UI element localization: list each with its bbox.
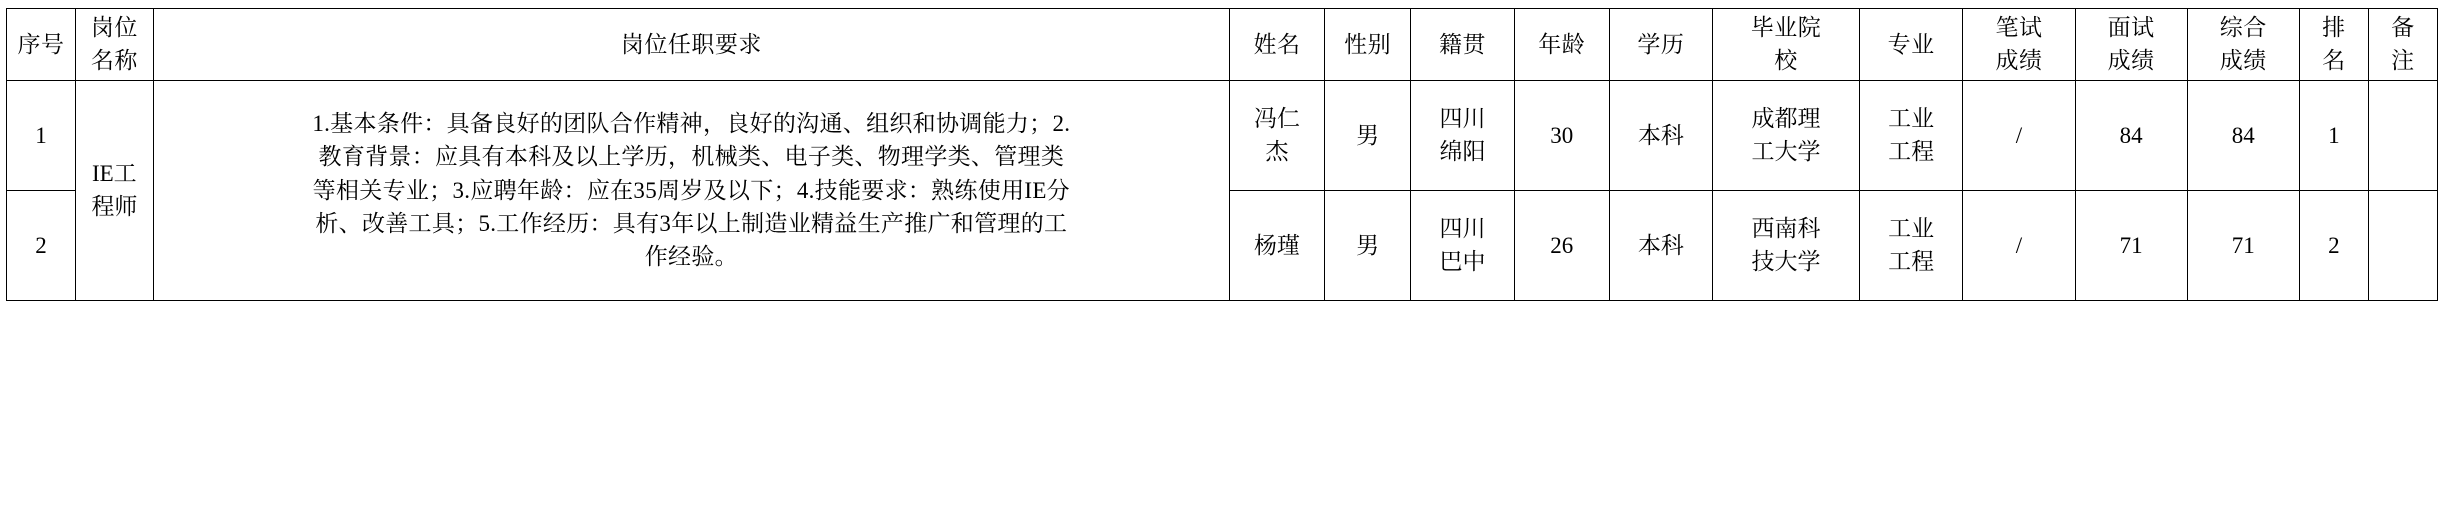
header-remark-line1: 备 [2391, 15, 2415, 40]
cell-education-value: 本科 [1637, 232, 1684, 258]
cell-school-line2: 技大学 [1751, 249, 1821, 275]
header-written-line2: 成绩 [1995, 48, 2043, 74]
cell-education [1609, 190, 1713, 300]
cell-written-score [1963, 190, 2075, 300]
header-seq [7, 9, 76, 81]
table-header-row [7, 9, 2438, 81]
header-gender [1324, 9, 1410, 81]
cell-name-line1: 冯仁 [1253, 105, 1300, 131]
cell-rank [2299, 190, 2368, 300]
cell-written-score [1963, 80, 2075, 190]
header-written-score [1963, 9, 2075, 81]
cell-interview-score [2075, 80, 2187, 190]
cell-overall-value: 84 [2231, 122, 2255, 148]
header-requirements-label: 岗位任职要求 [620, 31, 762, 57]
cell-seq [7, 190, 76, 300]
cell-name [1230, 80, 1325, 190]
cell-native-place-line1: 四川 [1439, 215, 1486, 241]
requirements-line-5: 作经验。 [644, 244, 738, 270]
cell-education-value: 本科 [1637, 122, 1684, 148]
cell-education [1609, 80, 1713, 190]
header-remark-line2: 注 [2391, 48, 2415, 74]
cell-major [1859, 190, 1963, 300]
cell-rank-value: 2 [2328, 232, 2340, 258]
cell-native-place-line2: 绵阳 [1439, 139, 1486, 165]
cell-school-line1: 成都理 [1751, 105, 1821, 131]
cell-native-place [1411, 190, 1515, 300]
cell-rank [2299, 80, 2368, 190]
header-major [1859, 9, 1963, 81]
cell-school-line2: 工大学 [1751, 139, 1821, 165]
header-gender-label: 性别 [1344, 31, 1392, 57]
cell-post-name-line2: 程师 [91, 194, 138, 220]
header-interview-score [2075, 9, 2187, 81]
cell-interview-value: 71 [2119, 232, 2143, 258]
header-rank-line2: 名 [2322, 48, 2346, 74]
header-name-label: 姓名 [1253, 31, 1301, 57]
cell-overall-value: 71 [2231, 232, 2255, 258]
cell-school [1713, 80, 1860, 190]
cell-major-line1: 工业 [1888, 105, 1935, 131]
cell-seq [7, 80, 76, 190]
header-school-line2: 校 [1774, 48, 1798, 74]
cell-interview-value: 84 [2119, 122, 2143, 148]
cell-major-line2: 工程 [1888, 249, 1935, 275]
header-overall-score [2187, 9, 2299, 81]
header-major-label: 专业 [1887, 31, 1935, 57]
header-seq-label: 序号 [17, 31, 65, 57]
cell-overall-score [2187, 80, 2299, 190]
cell-gender-value: 男 [1356, 122, 1380, 148]
cell-written-value: / [2015, 232, 2023, 258]
header-post-name [76, 9, 154, 81]
cell-seq-value: 2 [35, 232, 47, 258]
cell-age [1514, 80, 1609, 190]
table-row [7, 80, 2438, 190]
cell-post-name [76, 80, 154, 300]
cell-school-line1: 西南科 [1751, 215, 1821, 241]
header-school-line1: 毕业院 [1750, 15, 1822, 40]
cell-major-line2: 工程 [1888, 139, 1935, 165]
header-overall-line1: 综合 [2219, 15, 2267, 40]
header-education-label: 学历 [1637, 31, 1685, 57]
cell-overall-score [2187, 190, 2299, 300]
cell-seq-value: 1 [35, 122, 47, 148]
header-school [1713, 9, 1860, 81]
document-page [0, 8, 2446, 527]
cell-native-place [1411, 80, 1515, 190]
cell-major-line1: 工业 [1888, 215, 1935, 241]
cell-age [1514, 190, 1609, 300]
cell-remark [2368, 80, 2437, 190]
header-remark [2368, 9, 2437, 81]
cell-interview-score [2075, 190, 2187, 300]
header-rank [2299, 9, 2368, 81]
header-education [1609, 9, 1713, 81]
cell-post-name-line1: IE工 [91, 160, 137, 186]
cell-gender [1324, 80, 1410, 190]
header-interview-line1: 面试 [2107, 15, 2155, 40]
requirements-line-3: 等相关专业；3.应聘年龄：应在35周岁及以下；4.技能要求：熟练使用IE分 [312, 177, 1070, 203]
cell-age-value: 30 [1550, 122, 1574, 148]
candidate-results-table [6, 8, 2438, 301]
requirements-line-4: 析、改善工具；5.工作经历：具有3年以上制造业精益生产推广和管理的工 [315, 210, 1068, 236]
cell-age-value: 26 [1550, 232, 1574, 258]
header-post-name-line1: 岗位 [90, 15, 138, 40]
header-age [1514, 9, 1609, 81]
cell-name [1230, 190, 1325, 300]
cell-remark [2368, 190, 2437, 300]
requirements-line-1: 1.基本条件：具备良好的团队合作精神，良好的沟通、组织和协调能力；2. [312, 110, 1071, 136]
header-rank-line1: 排 [2322, 15, 2346, 40]
header-overall-line2: 成绩 [2219, 48, 2267, 74]
header-name [1230, 9, 1325, 81]
header-interview-line2: 成绩 [2107, 48, 2155, 74]
header-age-label: 年龄 [1538, 31, 1586, 57]
header-native-place-label: 籍贯 [1438, 31, 1486, 57]
cell-gender [1324, 190, 1410, 300]
header-requirements [153, 9, 1229, 81]
cell-name-line2: 杰 [1265, 139, 1289, 165]
requirements-line-2: 教育背景：应具有本科及以上学历，机械类、电子类、物理学类、管理类 [318, 144, 1065, 170]
cell-school [1713, 190, 1860, 300]
header-post-name-line2: 名称 [90, 48, 138, 74]
cell-written-value: / [2015, 122, 2023, 148]
cell-major [1859, 80, 1963, 190]
cell-native-place-line2: 巴中 [1439, 249, 1486, 275]
cell-gender-value: 男 [1356, 232, 1380, 258]
cell-native-place-line1: 四川 [1439, 105, 1486, 131]
cell-name-line1: 杨瑾 [1253, 232, 1300, 258]
cell-rank-value: 1 [2328, 122, 2340, 148]
header-native-place [1411, 9, 1515, 81]
cell-requirements [153, 80, 1229, 300]
header-written-line1: 笔试 [1995, 15, 2043, 40]
